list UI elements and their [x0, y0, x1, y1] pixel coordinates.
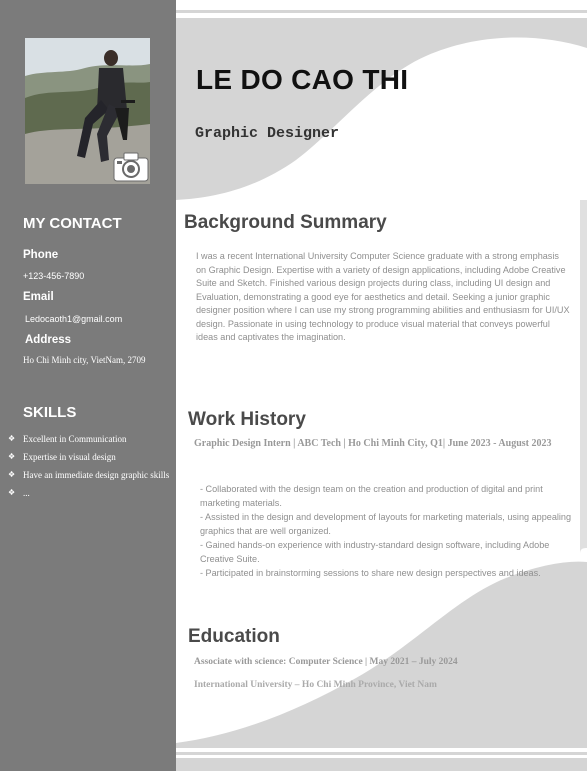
skill-item: ❖ ...	[8, 484, 173, 502]
main-content	[176, 0, 587, 771]
duty-item: - Assisted in the design and development of layouts for marketing materials, using appealing graphics that are well organized.	[200, 512, 572, 536]
email-value: Ledocaoth1@gmail.com	[25, 314, 123, 324]
address-label: Address	[25, 334, 72, 346]
duty-item: - Gained hands-on experience with industry-standard design software, including Adobe Creative Suite.	[200, 540, 550, 564]
skills-list	[8, 430, 173, 502]
bullet-icon: ❖	[8, 488, 16, 497]
bullet-icon: ❖	[8, 434, 16, 443]
duty-item: - Collaborated with the design team on the creation and production of digital and print marketing materials.	[200, 484, 543, 508]
education-school: International University – Ho Chi Minh Province, Viet Nam	[194, 680, 437, 690]
skills-heading: SKILLS	[23, 404, 77, 421]
bullet-icon: ❖	[8, 452, 16, 461]
bullet-icon: ❖	[8, 470, 16, 479]
person-name: LE DO CAO THI	[196, 64, 409, 95]
skill-item: ❖ Have an immediate design graphic skills	[8, 466, 173, 484]
job-entry: Graphic Design Intern | ABC Tech | Ho Chi Minh City, Q1| June 2023 - August 2023	[194, 438, 552, 449]
duty-item: - Participated in brainstorming sessions to share new design perspectives and ideas.	[200, 568, 541, 578]
background-waves	[176, 0, 587, 771]
skill-item: ❖ Expertise in visual design	[8, 448, 173, 466]
education-heading: Education	[188, 626, 280, 647]
contact-heading: MY CONTACT	[23, 215, 122, 232]
education-degree: Associate with science: Computer Science | May 2021 – July 2024	[194, 657, 458, 667]
job-duties	[200, 482, 583, 580]
address-value: Ho Chi Minh city, VietNam, 2709	[23, 355, 146, 365]
summary-text: I was a recent International University Computer Science graduate with a strong emphasis on Graphic Design. Expertise with a variety of design applications, including Adobe Creative Suite and Sketch. Finished various design projects during class, including UI design and Evaluation, demonstrating a good eye for aesthetics and detail. Seeking a junior graphic designer position where I can use my strong programming abilities and enthusiasm for UI/UX design. Passionate in using technology to produce visual material that conveys powerful ideas and captivates the imagination.	[196, 251, 570, 342]
summary-heading: Background Summary	[184, 212, 387, 233]
profile-photo	[25, 38, 150, 184]
job-title: Graphic Designer	[195, 125, 340, 142]
work-heading: Work History	[188, 409, 306, 430]
sidebar	[0, 0, 176, 771]
camera-icon	[113, 152, 149, 182]
skill-item: ❖ Excellent in Communication	[8, 430, 173, 448]
email-label: Email	[23, 291, 54, 303]
phone-value: +123-456-7890	[23, 271, 85, 281]
phone-label: Phone	[23, 249, 59, 261]
